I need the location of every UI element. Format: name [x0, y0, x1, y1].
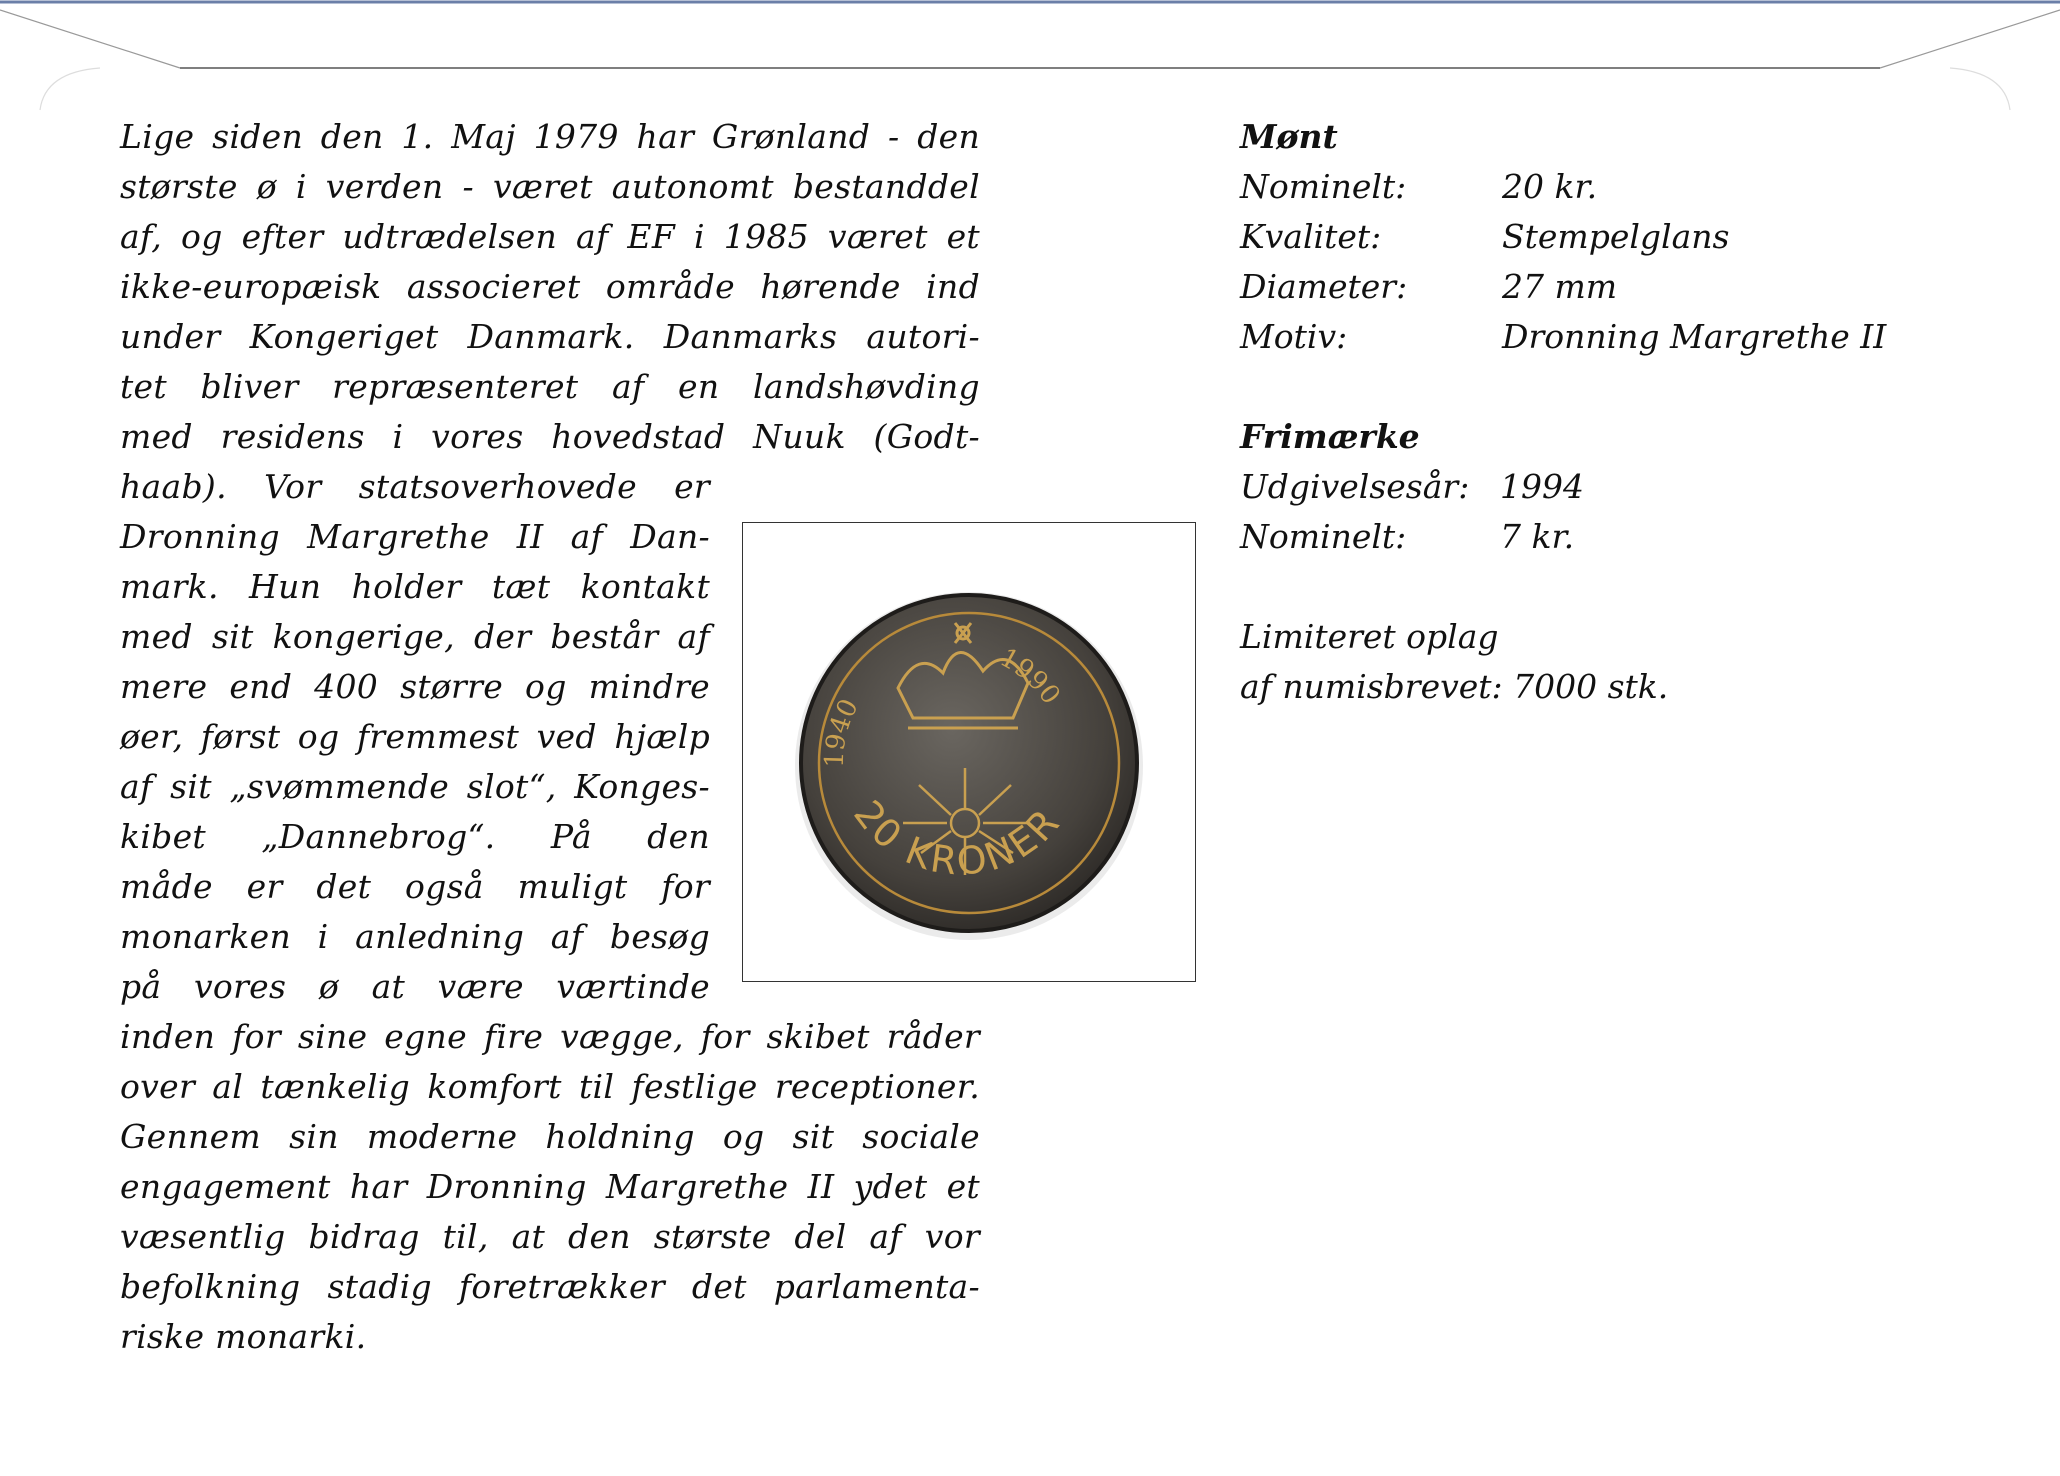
body-line: Gennem sin moderne holdning og sit sociale	[120, 1117, 980, 1156]
spec-value: 1994	[1500, 467, 1584, 506]
spacer	[1240, 362, 2020, 412]
body-line: øer, først og fremmest ved hjælp	[120, 717, 710, 756]
body-line: af, og efter udtrædelsen af EF i 1985 været et	[120, 217, 980, 256]
coin-year-left: 1940	[819, 694, 865, 769]
body-line-last: riske monarki.	[120, 1317, 367, 1356]
body-line: med residens i vores hovedstad Nuuk (Godt-	[120, 417, 980, 456]
spec-row	[1240, 212, 2020, 262]
coin-heading: Mønt	[1240, 117, 1338, 156]
body-line: over al tænkelig komfort til festlige receptioner.	[120, 1067, 980, 1106]
spec-row	[1240, 162, 2020, 212]
body-line: ikke-europæisk associeret område hørende ind	[120, 267, 980, 306]
body-line: befolkning stadig foretrækker det parlamenta-	[120, 1267, 980, 1306]
coin-denomination: 20 KRONER	[845, 792, 1070, 884]
spec-value: 27 mm	[1502, 267, 1618, 306]
spec-key: Diameter:	[1240, 267, 1408, 306]
spec-value: 7 kr.	[1500, 517, 1575, 556]
body-line: inden for sine egne fire vægge, for skibet råder	[120, 1017, 980, 1056]
spec-row	[1240, 512, 2020, 562]
spec-value: 20 kr.	[1502, 167, 1598, 206]
body-line: største ø i verden - været autonomt bestanddel	[120, 167, 980, 206]
body-line: tet bliver repræsenteret af en landshøvding	[120, 367, 980, 406]
specs-panel	[1240, 112, 2020, 712]
body-line: Lige siden den 1. Maj 1979 har Grønland - den	[120, 117, 980, 156]
spec-key: Motiv:	[1240, 317, 1348, 356]
body-line: Dronning Margrethe II af Dan-	[120, 517, 710, 556]
stamp-heading: Frimærke	[1240, 417, 1420, 456]
spec-key: Nominelt:	[1240, 517, 1407, 556]
limited-line: af numisbrevet: 7000 stk.	[1240, 667, 1669, 706]
body-line: monarken i anledning af besøg	[120, 917, 710, 956]
body-line: på vores ø at være værtinde	[120, 967, 710, 1006]
body-line: væsentlig bidrag til, at den største del af vor	[120, 1217, 980, 1256]
body-line: måde er det også muligt for	[120, 867, 710, 906]
body-line: under Kongeriget Danmark. Danmarks autori-	[120, 317, 980, 356]
body-line: mark. Hun holder tæt kontakt	[120, 567, 710, 606]
body-line: af sit „svømmende slot“, Konges-	[120, 767, 710, 806]
spec-row	[1240, 262, 2020, 312]
body-line: engagement har Dronning Margrethe II ydet et	[120, 1167, 980, 1206]
spec-row	[1240, 462, 2020, 512]
body-line: mere end 400 større og mindre	[120, 667, 710, 706]
spec-key: Kvalitet:	[1240, 217, 1382, 256]
spec-value: Stempelglans	[1502, 217, 1730, 256]
spec-key: Udgivelsesår:	[1240, 467, 1470, 506]
coin-window	[742, 522, 1196, 982]
spec-value: Dronning Margrethe II	[1502, 317, 1887, 356]
body-line: med sit kongerige, der består af	[120, 617, 710, 656]
coin-image	[743, 523, 1197, 983]
body-line: kibet „Dannebrog“. På den	[120, 817, 710, 856]
limited-line: Limiteret oplag	[1240, 617, 1499, 656]
spec-key: Nominelt:	[1240, 167, 1407, 206]
coin-year-right: 1990	[994, 642, 1066, 711]
spacer	[1240, 562, 2020, 612]
spec-row	[1240, 312, 2020, 362]
body-line: haab). Vor statsoverhovede er	[120, 467, 710, 506]
